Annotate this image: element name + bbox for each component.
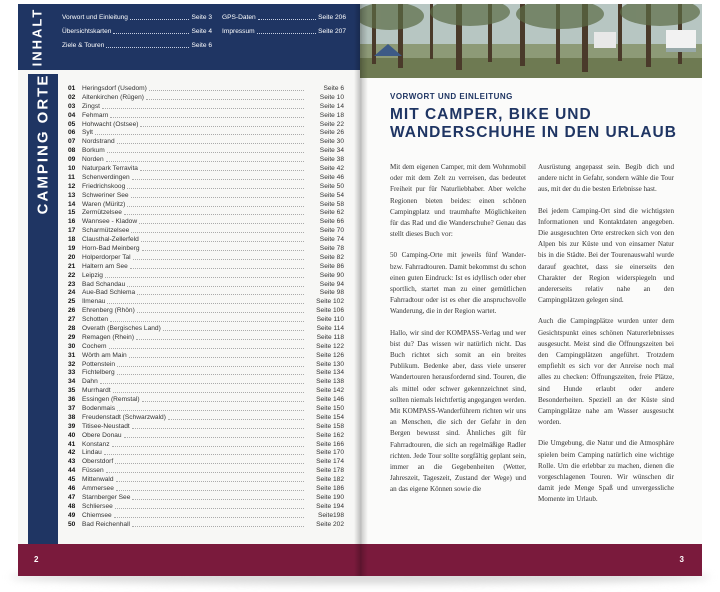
place-list-item [68,502,344,511]
leader-dots [139,219,304,224]
leader-dots [116,477,304,482]
place-list-item [68,102,344,111]
place-page: Seite 14 [319,102,344,110]
place-list-item [68,120,344,129]
place-list-item [68,182,344,191]
place-number: 09 [68,156,76,164]
place-page: Seite 178 [316,467,344,475]
page-number: 2 [34,555,39,564]
place-list-item [68,84,344,93]
place-list-item [68,431,344,440]
place-number: 17 [68,227,76,235]
place-page: Seite 86 [319,262,344,270]
place-list-item [68,306,344,315]
place-list-item [68,360,344,369]
place-name: Ehrenberg (Rhön) [82,307,135,315]
leader-dots [149,86,304,91]
right-footer-bar [360,544,702,576]
paragraph: Ausrüstung angepasst sein. Begib dich und andere nicht in Gefahr, sondern wähle die Tour aus, mit der du die besten Erlebnisse hast. [538,163,674,194]
place-name: Ilmenau [82,298,106,306]
place-list-item [68,422,344,431]
place-number: 21 [68,262,76,270]
place-name: Overath (Bergisches Land) [82,324,161,332]
place-list-item [68,244,344,253]
place-page: Seite 134 [316,369,344,377]
place-number: 27 [68,316,76,324]
leader-dots [117,370,304,375]
place-page: Seite 46 [319,173,344,181]
leader-dots [117,362,304,367]
leader-dots [109,344,304,349]
leader-dots [113,388,304,393]
place-number: 31 [68,351,76,359]
place-page: Seite 74 [319,236,344,244]
leader-dots [131,193,304,198]
place-list-item [68,520,344,529]
place-number: 34 [68,378,76,386]
place-page: Seite 126 [316,351,344,359]
place-name: Obere Donau [82,431,122,439]
leader-dots [107,299,304,304]
place-number: 10 [68,164,76,172]
leader-dots [137,290,304,295]
place-page: Seite 62 [319,209,344,217]
leader-dots [106,157,304,162]
place-page: Seite 158 [316,422,344,430]
place-list-item [68,297,344,306]
place-number: 15 [68,209,76,217]
place-list-item [68,217,344,226]
place-name: Pottenstein [82,360,115,368]
leader-dots [132,495,304,500]
book-spine-shadow [354,4,368,576]
place-number: 20 [68,253,76,261]
open-book [18,4,702,576]
place-list-item [68,191,344,200]
place-name: Naturpark Terravita [82,164,138,172]
place-number: 06 [68,129,76,137]
place-list-item [68,386,344,395]
place-name: Schotten [82,316,109,324]
place-number: 13 [68,191,76,199]
place-name: Sylt [82,129,93,137]
place-name: Mittenwald [82,476,114,484]
place-page: Seite 150 [316,405,344,412]
paragraph: Mit dem eigenen Camper, mit dem Wohnmobil oder mit dem Zelt zu verreisen, das bedeutet Freiheit pur für Naturliebhaber. Aber welche Regionen bieten beides: einen schönen Campingplatz und traumhafte Möglichkeiten für das Rad und die Wanderschuhe? Genau das stellt dieses Buch vor: [390,163,526,239]
leader-dots [104,450,304,455]
place-list-item [68,395,344,404]
place-number: 30 [68,342,76,350]
paragraph: Die Umgebung, die Natur und die Atmosphäre spielen beim Camping natürlich eine wichtige Rolle. Um die erlebbar zu machen, dienen die vorgeschlagenen Touren. Wir wünschen dir damit jede Menge Spaß und unvergessliche Momente im Urlaub. [538,439,674,504]
leader-dots [127,202,304,207]
place-page: Seite 190 [316,493,344,501]
place-list-item [68,137,344,146]
place-number: 23 [68,280,76,288]
place-name: Fehmarn [82,111,109,119]
place-page: Seite 98 [319,289,344,297]
place-name: Clausthal-Zellerfeld [82,236,139,244]
place-page: Seite 82 [319,253,344,261]
place-list-item [68,484,344,493]
place-page: Seite 94 [319,280,344,288]
place-name: Oberstdorf [82,458,114,466]
place-name: Aue-Bad Schlema [82,289,136,297]
paragraph: Hallo, wir sind der KOMPASS-Verlag und wer bist du? Das wissen wir natürlich nicht. Das Buch richtet sich somit an ein breites Publikum. Bedenke aber, dass viele unserer Wandertouren herausfordernd sind. Touren, die als mittel oder schwer gekennzeichnet sind, sollten niemals leichtfertig angegangen werden. Mit KOMPASS-Wanderführern richten wir uns an Menschen, die sich der Gefahr in den Bergen bewusst sind. Ähnliches gilt für Fahrradtouren, die sich an regelmäßige Radler richten. Jede Tour sollte sorgfältig geplant sein, immer an die Gegebenheiten (Wetter, Jahreszeit, Tageszeit, Zustand der Wege) und an das eigene Können sowie die [390,328,526,494]
place-number: 28 [68,324,76,332]
leader-dots [140,122,304,127]
place-name: Freudenstadt (Schwarzwald) [82,413,166,421]
place-number: 35 [68,387,76,395]
place-name: Norden [82,156,104,164]
place-list-item [68,288,344,297]
text-column-2 [538,162,674,516]
leader-dots [127,184,304,189]
toc-item: Vorwort und Einleitung Seite 3 [62,13,212,21]
place-number: 48 [68,502,76,510]
place-number: 49 [68,511,76,519]
leader-dots [124,433,304,438]
place-number: 12 [68,182,76,190]
paragraph: Bei jedem Camping-Ort sind die wichtigsten Informationen und Kontaktdaten angegeben. Die ausgesuchten Orte erstrecken sich von den Alpen bis zur Küste und von einsamer Natur bis in die Städte. Bei der Tourenauswahl wurde darauf geachtet, dass sie einerseits den Charakter der Region widerspiegeln und andererseits relativ nahe an den Campingplätzen gelegen sind. [538,206,674,305]
place-page: Seite 10 [319,93,344,101]
place-number: 11 [68,173,75,181]
place-number: 47 [68,493,76,501]
leader-dots [112,442,305,447]
place-list-item [68,226,344,235]
place-name: Hohwacht (Ostsee) [82,120,139,128]
leader-dots [131,228,304,233]
place-name: Schliersee [82,502,113,510]
place-number: 04 [68,111,76,119]
place-list-item [68,466,344,475]
place-name: Leipzig [82,271,103,279]
place-name: Titisee-Neustadt [82,422,130,430]
place-list-item [68,440,344,449]
place-number: 41 [68,440,76,448]
leader-dots [100,379,304,384]
toc-column-2 [222,10,346,38]
place-page: Seite 50 [319,182,344,190]
place-number: 07 [68,138,76,146]
place-page: Seite 166 [316,440,344,448]
place-list-item [68,253,344,262]
leader-dots [133,255,304,260]
leader-dots [115,459,304,464]
place-list-item [68,493,344,502]
place-number: 22 [68,271,76,279]
place-number: 03 [68,102,76,110]
place-number: 40 [68,431,76,439]
place-number: 33 [68,369,76,377]
leader-dots [168,415,304,420]
place-list-item [68,155,344,164]
place-number: 29 [68,333,76,341]
place-name: Wannsee - Kladow [82,218,138,226]
place-list-item [68,146,344,155]
place-number: 32 [68,360,76,368]
place-name: Bad Schandau [82,280,126,288]
place-name: Schenverdingen [82,173,130,181]
left-page [18,4,360,576]
place-list-item [68,208,344,217]
place-number: 01 [68,84,76,92]
place-name: Wörth am Main [82,351,127,359]
place-list-item [68,280,344,289]
place-name: Horn-Bad Meinberg [82,244,140,252]
place-list-item [68,111,344,120]
campsite-forest-image [360,4,702,78]
leader-dots [117,139,304,144]
leader-dots [106,468,304,473]
place-number: 42 [68,449,76,457]
text-column-1 [390,162,526,506]
place-name: Nordstrand [82,138,115,146]
place-page: Seite 146 [316,396,344,404]
place-name: Zermützelsee [82,209,122,217]
place-page: Seite 34 [319,147,344,155]
toc-item: Impressum Seite 207 [222,27,346,35]
place-name: Konstanz [82,440,110,448]
place-page: Seite 38 [319,156,344,164]
place-number: 39 [68,422,76,430]
place-name: Heringsdorf (Usedom) [82,84,147,92]
place-list-item [68,235,344,244]
place-list-item [68,413,344,422]
place-list-item [68,377,344,386]
place-number: 18 [68,236,76,244]
place-page: Seite 142 [316,387,344,395]
place-list-item [68,351,344,360]
contents-header [18,4,360,70]
place-number: 24 [68,289,76,297]
toc-item: GPS-Daten Seite 206 [222,13,346,21]
place-number: 45 [68,476,76,484]
place-list-item [68,93,344,102]
place-page: Seite 170 [316,449,344,457]
place-page: Seite 194 [316,502,344,510]
leader-dots [132,424,304,429]
place-name: Schweriner See [82,191,129,199]
leader-dots [124,210,304,215]
place-name: Holperdorper Tal [82,253,131,261]
place-page: Seite 102 [316,298,344,306]
place-page: Seite 186 [316,485,344,493]
place-list-item [68,511,344,520]
place-list-item [68,369,344,378]
place-list-item [68,342,344,351]
place-name: Chiemsee [82,511,112,519]
place-page: Seite 90 [319,271,344,279]
place-list-item [68,457,344,466]
place-list-item [68,173,344,182]
campsite-photo [360,4,702,78]
leader-dots [105,273,304,278]
place-number: 46 [68,485,76,493]
place-page: Seite 6 [323,84,344,92]
place-name: Cochem [82,342,107,350]
place-list-item [68,164,344,173]
place-list-item [68,475,344,484]
place-number: 36 [68,396,76,404]
place-page: Seite 70 [319,227,344,235]
place-page: Seite 30 [319,138,344,146]
place-name: Füssen [82,467,104,475]
leader-dots [132,522,304,527]
leader-dots [117,406,304,411]
place-name: Ammersee [82,485,114,493]
place-number: 19 [68,244,76,252]
place-list-item [68,200,344,209]
place-name: Dahn [82,378,98,386]
place-number: 05 [68,120,76,128]
place-name: Altenkirchen (Rügen) [82,93,144,101]
place-number: 43 [68,458,76,466]
leader-dots [146,95,304,100]
place-page: Seite 110 [316,316,344,324]
place-number: 50 [68,520,76,528]
place-page: Seite 42 [319,164,344,172]
leader-dots [95,130,304,135]
camping-orte-bar: CAMPING ORTE [28,74,58,544]
place-name: Lindau [82,449,102,457]
place-page: Seite 26 [319,129,344,137]
place-page: Seite 202 [316,520,344,528]
place-name: Scharmützelsee [82,227,130,235]
place-number: 25 [68,298,76,306]
page-title: MIT CAMPER, BIKE UND WANDERSCHUHE IN DEN URLAUB [390,106,677,141]
place-page: Seite 106 [316,307,344,315]
place-page: Seite 154 [316,413,344,421]
place-name: Essingen (Remstal) [82,396,140,404]
left-footer-bar [18,544,360,576]
leader-dots [102,104,304,109]
place-list-item [68,404,344,413]
place-page: Seite 118 [316,333,344,341]
leader-dots [129,353,304,358]
leader-dots [116,486,304,491]
place-page: Seite 22 [319,120,344,128]
place-page: Seite 18 [319,111,344,119]
leader-dots [142,246,304,251]
place-name: Murrhardt [82,387,111,395]
place-list-item [68,262,344,271]
place-name: Haltern am See [82,262,128,270]
place-number: 44 [68,467,76,475]
leader-dots [110,113,304,118]
place-page: Seite 174 [316,458,344,466]
place-number: 26 [68,307,76,315]
place-page: Seite 138 [316,378,344,386]
leader-dots [130,264,304,269]
place-page: Seite 54 [319,191,344,199]
place-page: Seite198 [317,511,344,519]
place-list-item [68,333,344,342]
place-page: Seite 114 [316,324,344,332]
place-page: Seite 162 [316,431,344,439]
leader-dots [137,308,304,313]
place-page: Seite 130 [316,360,344,368]
place-page: Seite 58 [319,200,344,208]
place-name: Bad Reichenhall [82,520,131,528]
section-kicker: VORWORT UND EINLEITUNG [390,92,513,101]
place-name: Fichtelberg [82,369,115,377]
place-page: Seite 66 [319,218,344,226]
leader-dots [110,317,304,322]
place-number: 38 [68,413,76,421]
leader-dots [127,282,304,287]
place-number: 14 [68,200,76,208]
place-name: Borkum [82,147,105,155]
place-name: Bodenmais [82,405,115,412]
toc-item: Ziele & Touren Seite 6 [62,41,212,49]
leader-dots [140,166,304,171]
place-name: Starnberger See [82,493,131,501]
place-number: 16 [68,218,76,226]
place-list-item [68,324,344,333]
place-list-item [68,449,344,458]
leader-dots [107,148,304,153]
place-name: Waren (Müritz) [82,200,126,208]
right-page [360,4,702,576]
contents-label: INHALT [29,7,45,67]
paragraph: Auch die Campingplätze wurden unter dem Gesichtspunkt eines schönen Naturerlebnisses ausgesucht. Meist sind die Öffnungszeiten bei den Campingplätzen angeführt. Trotzdem empfiehlt es sich vor der Anreise noch mal alles zu checken: Öffnungszeiten, freie Plätze, sind Hunde erlaubt oder andere Besonderheiten. Speziell an der Küste sind Campingplätze nahe am Wasser ausgesucht worden. [538,317,674,427]
place-name: Remagen (Rhein) [82,333,135,341]
place-number: 37 [68,405,76,412]
leader-dots [142,397,304,402]
place-page: Seite 78 [319,244,344,252]
place-list-item [68,128,344,137]
place-list-item [68,271,344,280]
leader-dots [136,335,304,340]
camping-places-list [68,84,344,529]
leader-dots [132,175,304,180]
leader-dots [163,326,304,331]
toc-item: Übersichtskarten Seite 4 [62,27,212,35]
place-number: 08 [68,147,76,155]
paragraph: 50 Camping-Orte mit jeweils fünf Wander- bzw. Fahrradtouren. Damit bekommst du schon einen guten Eindruck: Ist es idyllisch oder eher sportlich, startet man zu einer gemütlichen Fahrradtour oder ist es eher die anspruchsvolle Wanderung, die in der Region wartet. [390,251,526,316]
place-number: 02 [68,93,76,101]
place-name: Zingst [82,102,100,110]
place-page: Seite 122 [316,342,344,350]
place-list-item [68,315,344,324]
place-name: Friedrichskoog [82,182,126,190]
toc-column-1 [62,10,212,52]
leader-dots [114,513,304,518]
place-page: Seite 182 [316,476,344,484]
leader-dots [141,237,304,242]
page-number: 3 [679,555,684,564]
leader-dots [115,504,304,509]
